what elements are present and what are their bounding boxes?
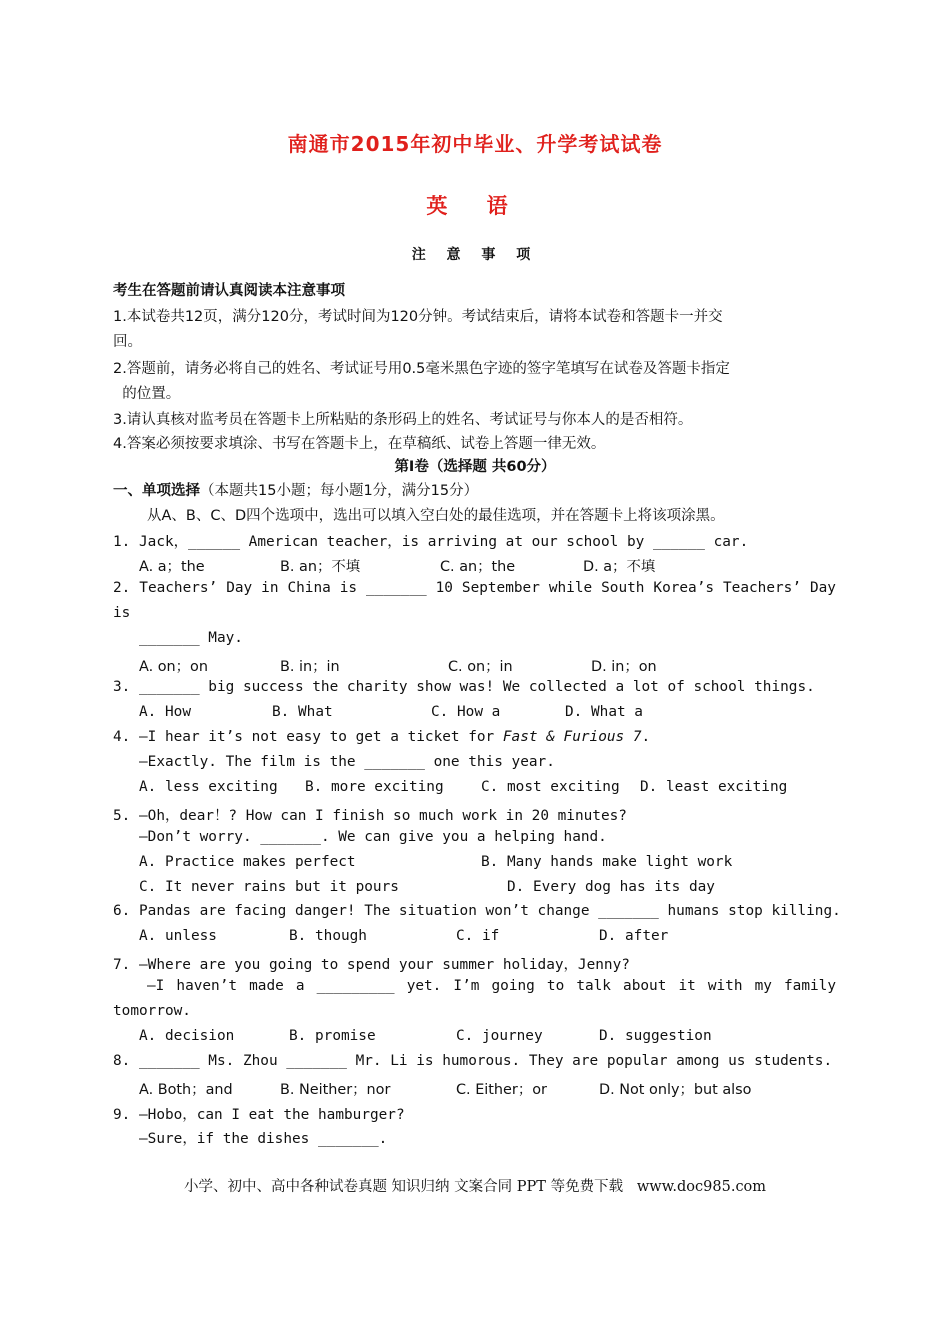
- notice-line: 3.请认真核对监考员在答题卡上所粘贴的条形码上的姓名、考试证号与你本人的是否相符。: [113, 412, 693, 428]
- option-a: A. decision: [139, 1028, 235, 1044]
- section-name: 一、单项选择: [113, 483, 200, 499]
- q2-word: 10: [435, 580, 453, 596]
- question-5-reply: —Don’t worry. _______. We can give you a helping hand.: [139, 829, 607, 845]
- option-d: D. after: [599, 928, 669, 944]
- question-2-cont: is: [113, 605, 131, 621]
- option-b: B. an；不填: [280, 559, 361, 575]
- option-b: B. Neither；nor: [280, 1082, 391, 1098]
- option-c: C. Either；or: [456, 1082, 547, 1098]
- question-4-reply: —Exactly. The film is the _______ one this year.: [139, 754, 555, 770]
- q2-word: is: [339, 580, 358, 596]
- option-a: A. less exciting: [139, 779, 278, 795]
- option-b: B. What: [272, 704, 333, 720]
- option-a: A. How: [139, 704, 191, 720]
- q7-word: to: [546, 978, 565, 994]
- q4-text: 4. —I hear it’s not easy to get a ticket for: [113, 729, 503, 745]
- option-c: C. It never rains but it pours: [139, 879, 399, 895]
- option-c: C. How a: [431, 704, 501, 720]
- option-b: B. more exciting: [305, 779, 444, 795]
- part-heading: 第Ⅰ卷（选择题 共60分）: [394, 459, 556, 475]
- option-d: D. What a: [565, 704, 643, 720]
- notice-line: 1.本试卷共12页，满分120分，考试时间为120分钟。考试结束后，请将本试卷和答题卡一并交: [113, 309, 723, 325]
- option-a: A. a；the: [139, 559, 205, 575]
- q7-word: _________: [316, 978, 395, 994]
- option-c: C. journey: [456, 1028, 543, 1044]
- question-3: 3. _______ big success the charity show was! We collected a lot of school things.: [113, 679, 815, 695]
- option-a: A. Both；and: [139, 1082, 233, 1098]
- option-d: D. least exciting: [640, 779, 788, 795]
- option-b: B. promise: [289, 1028, 376, 1044]
- question-4: [113, 729, 650, 745]
- q7-word: going: [491, 978, 535, 994]
- q7-word: made: [249, 978, 284, 994]
- q2-word: in: [261, 580, 279, 596]
- question-9: 9. —Hobo，can I eat the hamburger?: [113, 1107, 405, 1123]
- q7-word: my: [754, 978, 772, 994]
- question-2: [113, 580, 836, 596]
- question-8: 8. _______ Ms. Zhou _______ Mr. Li is humorous. They are popular among us students.: [113, 1053, 833, 1069]
- option-a: A. Practice makes perfect: [139, 854, 356, 870]
- q7-word: it: [678, 978, 696, 994]
- q7-word: family: [784, 978, 836, 994]
- q2-word: Korea’s: [653, 580, 715, 596]
- notice-line: 回。: [113, 334, 142, 350]
- q2-word: while: [548, 580, 593, 596]
- q2-word: Teachers’: [723, 580, 801, 596]
- question-5: 5. —Oh，dear！? How can I finish so much work in 20 minutes?: [113, 808, 627, 824]
- q7-word: with: [707, 978, 743, 994]
- q2-word: September: [461, 580, 540, 596]
- page-footer: 小学、初中、高中各种试卷真题 知识归纳 文案合同 PPT 等免费下载 www.doc985.com: [183, 1179, 767, 1195]
- option-c: C. an；the: [440, 559, 516, 575]
- option-d: D. a；不填: [583, 559, 656, 575]
- question-2-cont: _______ May.: [139, 630, 243, 646]
- q7-word: a: [295, 978, 305, 994]
- q2-word: Day: [809, 580, 836, 596]
- option-c: C. on；in: [448, 659, 513, 675]
- q7-word: yet.: [406, 978, 442, 994]
- notice-heading: 注 意 事 项: [411, 247, 539, 263]
- film-title: Fast & Furious 7: [502, 729, 642, 745]
- q7-word: —I: [147, 978, 165, 994]
- option-b: B. in；in: [280, 659, 340, 675]
- notice-line: 2.答题前，请务必将自己的姓名、考试证号用0.5毫米黑色字迹的签字笔填写在试卷及答题卡指定: [113, 361, 730, 377]
- q2-word: 2.: [113, 580, 131, 596]
- option-b: B. though: [289, 928, 367, 944]
- option-c: C. if: [456, 928, 500, 944]
- exam-title: 南通市2015年初中毕业、升学考试试卷: [287, 132, 663, 156]
- option-d: D. Not only；but also: [599, 1082, 752, 1098]
- question-9-reply: —Sure，if the dishes _______.: [139, 1131, 388, 1147]
- q2-word: Day: [226, 580, 253, 596]
- option-d: D. in；on: [591, 659, 657, 675]
- notice-line: 4.答案必须按要求填涂、书写在答题卡上，在草稿纸、试卷上答题一律无效。: [113, 436, 606, 452]
- q7-word: haven’t: [176, 978, 238, 994]
- question-7-reply: [147, 978, 836, 994]
- option-c: C. most exciting: [481, 779, 620, 795]
- option-d: D. Every dog has its day: [507, 879, 715, 895]
- option-a: A. on；on: [139, 659, 208, 675]
- q7-word: I’m: [453, 978, 480, 994]
- section-heading: [113, 479, 478, 500]
- option-d: D. suggestion: [599, 1028, 712, 1044]
- q2-word: _______: [366, 580, 427, 596]
- option-a: A. unless: [139, 928, 217, 944]
- q7-word: about: [623, 978, 667, 994]
- question-6: 6. Pandas are facing danger! The situation won’t change _______ humans stop killing.: [113, 903, 841, 919]
- section-desc: （本题共15小题；每小题1分，满分15分）: [200, 483, 479, 499]
- subject-title: 英 语: [426, 194, 524, 218]
- question-7: 7. —Where are you going to spend your summer holiday，Jenny?: [113, 957, 630, 973]
- q4-text: .: [641, 729, 651, 745]
- q2-word: China: [287, 580, 331, 596]
- option-b: B. Many hands make light work: [481, 854, 733, 870]
- section-instruction: 从A、B、C、D四个选项中，选出可以填入空白处的最佳选项，并在答题卡上将该项涂黑。: [147, 508, 725, 524]
- q7-word: talk: [576, 978, 611, 994]
- notice-intro: 考生在答题前请认真阅读本注意事项: [113, 283, 345, 299]
- question-1: 1. Jack，______ American teacher，is arriving at our school by ______ car.: [113, 534, 749, 550]
- notice-line: 的位置。: [113, 386, 181, 402]
- q2-word: South: [601, 580, 645, 596]
- q2-word: Teachers’: [139, 580, 218, 596]
- question-7-cont: tomorrow.: [113, 1003, 191, 1019]
